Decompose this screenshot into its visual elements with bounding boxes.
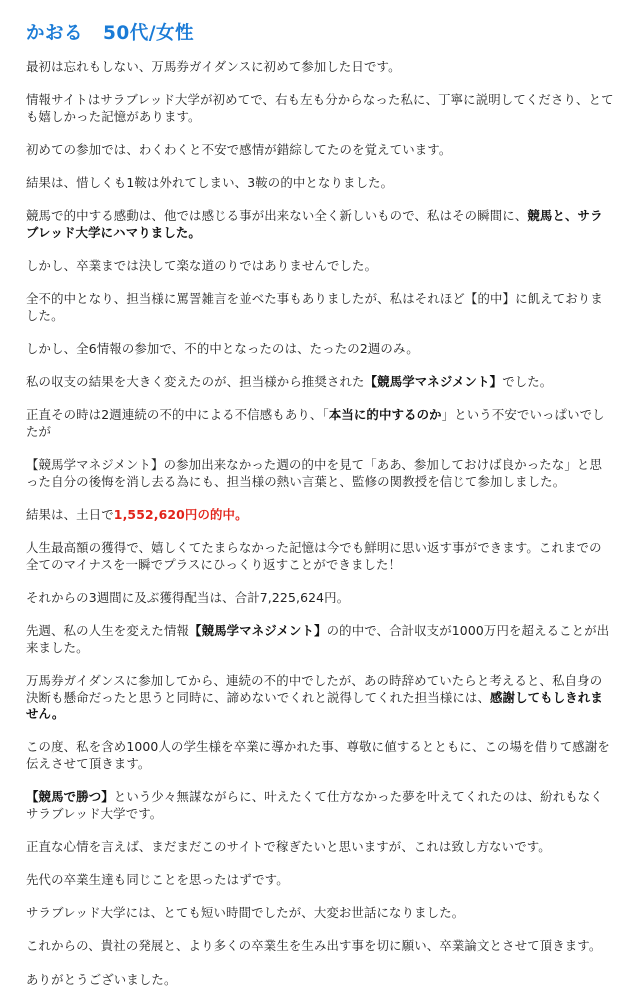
emphasis-text: 感謝してもしきれません。: [26, 689, 603, 722]
emphasis-text: 競馬と、サラブレッド大学にハマりました。: [26, 208, 603, 240]
paragraph-text: 結果は、土日で: [26, 507, 114, 523]
paragraph-text: ありがとうございました。: [26, 971, 177, 987]
testimonial-paragraph: [26, 938, 614, 955]
paragraph-text: しかし、卒業までは決して楽な道のりではありませんでした。: [26, 258, 378, 274]
testimonial-paragraph: [26, 590, 614, 607]
testimonial-paragraph: [26, 258, 614, 275]
paragraph-text: サラブレッド大学には、とても短い時間でしたが、大変お世話になりました。: [26, 905, 465, 921]
testimonial-paragraph: [26, 789, 614, 822]
paragraph-text: 【競馬学マネジメント】の参加出来なかった週の的中を見て「ああ、参加しておけば良かったな」と思った自分の後悔を消し去る為にも、担当様の熱い言葉と、監修の関教授を信じて参加しました。: [26, 457, 602, 489]
testimonial-paragraph: [26, 175, 614, 192]
testimonial-paragraph: [26, 905, 614, 922]
testimonial-paragraph: [26, 872, 614, 889]
testimonial-paragraph: [26, 92, 614, 125]
testimonial-paragraph: [26, 739, 614, 772]
author-profile: 50代/女性: [103, 23, 195, 44]
testimonial-paragraph: [26, 291, 614, 324]
testimonial-paragraph: [26, 540, 614, 573]
author-name: かおる: [26, 23, 84, 44]
paragraph-text: 初めての参加では、わくわくと不安で感情が錯綜してたのを覚えています。: [26, 141, 452, 157]
testimonial-paragraph: [26, 457, 614, 490]
paragraph-text: の的中で、合計収支が1000万円を超えることが出来ました。: [26, 623, 610, 655]
paragraph-text: 万馬券ガイダンスに参加してから、連続の不的中でしたが、あの時辞めていたらと考えると、私自身の決断も懸命だったと思うと同時に、諦めないでくれと説得してくれた担当様には、: [26, 672, 603, 705]
paragraph-text: 正直その時は2週連続の不的中による不信感もあり、「: [26, 407, 329, 423]
paragraph-text: 先代の卒業生達も同じことを思ったはずです。: [26, 872, 289, 888]
testimonial-paragraph: [26, 623, 614, 656]
testimonial-paragraph: [26, 142, 614, 159]
paragraph-text: 最初は忘れもしない、万馬券ガイダンスに初めて参加した日です。: [26, 59, 401, 74]
paragraph-text: 人生最高額の獲得で、嬉しくてたまらなかった記憶は今でも鮮明に思い返す事ができます。これまでの全てのマイナスを一瞬でプラスにひっくり返すことができました！: [26, 540, 602, 572]
emphasis-text: 【競馬学マネジメント】: [364, 374, 503, 390]
testimonial-paragraph: [26, 59, 614, 76]
paragraph-text: この度、私を含め1000人の学生様を卒業に導かれた事、尊敬に値するとともに、この場を借りて感謝を伝えさせて頂きます。: [26, 739, 610, 771]
paragraph-text: 情報サイトはサラブレッド大学が初めてで、右も左も分からなった私に、丁寧に説明してくださり、とても嬉しかった記憶があります。: [26, 92, 614, 124]
testimonial-paragraph: [26, 208, 614, 241]
paragraph-text: という少々無謀ながらに、叶えたくて仕方なかった夢を叶えてくれたのは、紛れもなくサラブレッド大学です。: [26, 789, 603, 821]
testimonial-paragraph: [26, 374, 614, 391]
paragraph-text: 私の収支の結果を大きく変えたのが、担当様から推奨された: [26, 374, 365, 390]
emphasis-text: 【競馬で勝つ】: [26, 789, 114, 805]
testimonial-body: [26, 59, 614, 988]
testimonial-paragraph: [26, 407, 614, 440]
paragraph-text: それからの3週間に及ぶ獲得配当は、合計7,225,624円。: [26, 590, 350, 605]
paragraph-text: 先週、私の人生を変えた情報: [26, 623, 190, 639]
paragraph-text: 正直な心情を言えば、まだまだこのサイトで稼ぎたいと思いますが、これは致し方ないです。: [26, 838, 551, 854]
testimonial-paragraph: [26, 972, 614, 988]
testimonial-paragraph: [26, 673, 614, 723]
emphasis-text: 【競馬学マネジメント】: [189, 623, 327, 639]
emphasis-text: 本当に的中するのか: [328, 407, 442, 423]
paragraph-text: 」という不安でいっぱいでしたが: [26, 407, 605, 440]
testimonial-title: [26, 22, 614, 46]
paragraph-text: でした。: [502, 374, 553, 390]
testimonial-paragraph: [26, 507, 614, 524]
testimonial-paragraph: [26, 839, 614, 856]
testimonial-paragraph: [26, 341, 614, 358]
paragraph-text: これからの、貴社の発展と、より多くの卒業生を生み出す事を切に願い、卒業論文とさせて頂きます。: [26, 938, 602, 954]
highlight-amount: 1,552,620円の的中。: [113, 507, 248, 523]
paragraph-text: 結果は、惜しくも1鞍は外れてしまい、3鞍の的中となりました。: [26, 175, 394, 191]
paragraph-text: 全不的中となり、担当様に罵詈雑言を並べた事もありましたが、私はそれほど【的中】に飢えておりました。: [26, 291, 603, 323]
paragraph-text: しかし、全6情報の参加で、不的中となったのは、たったの2週のみ。: [26, 341, 419, 357]
paragraph-text: 競馬で的中する感動は、他では感じる事が出来ない全く新しいもので、私はその瞬間に、: [26, 208, 528, 224]
